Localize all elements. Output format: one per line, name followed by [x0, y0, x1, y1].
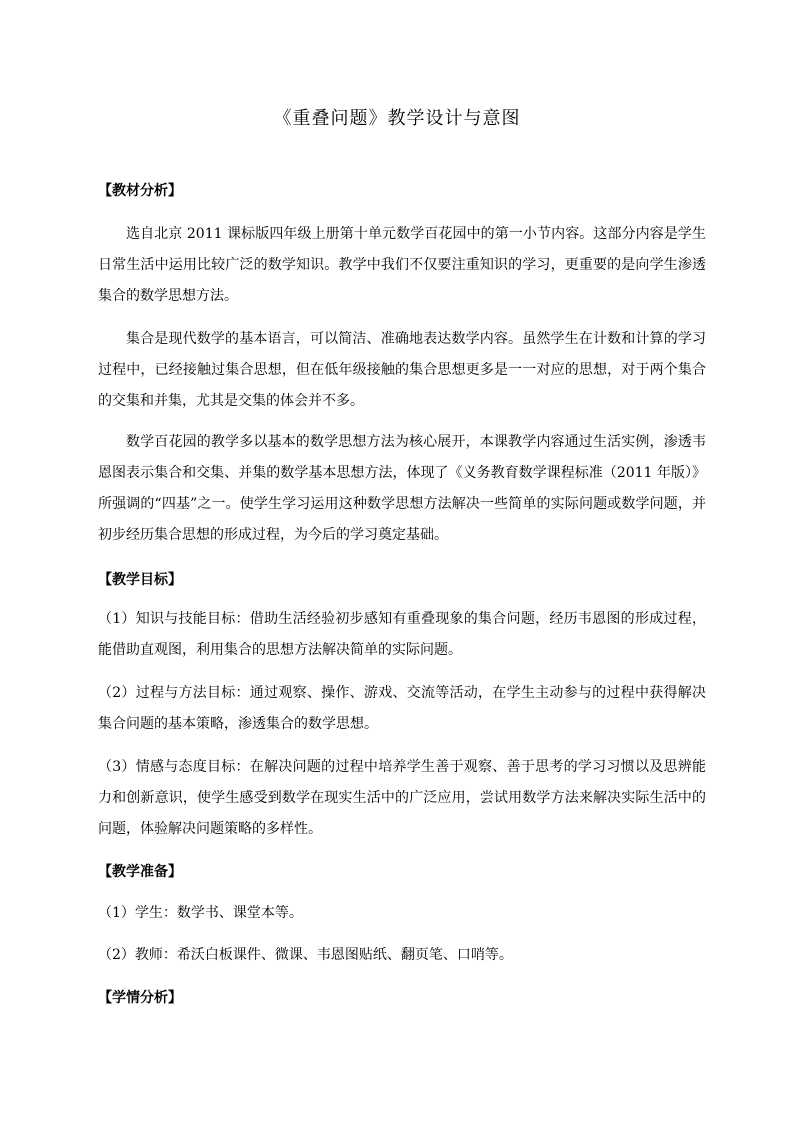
paragraph-preparation-students: （1）学生：数学书、课堂本等。 — [98, 905, 303, 921]
paragraph-textbook-analysis-2: 集合是现代数学的基本语言，可以简洁、准确地表达数学内容。虽然学生在计数和计算的学习过程中，已经接触过集合思想，但在低年级接触的集合思想更多是一一对应的思想，对于两个集合的交集和并集，尤其是交集的体会并不多。 — [98, 331, 706, 409]
section-heading-teaching-preparation: 【教学准备】 — [98, 864, 182, 880]
section-heading-textbook-analysis: 【教材分析】 — [98, 183, 182, 199]
paragraph-goal-emotion-attitude: （3）情感与态度目标：在解决问题的过程中培养学生善于观察、善于思考的学习习惯以及思辨能力和创新意识，使学生感受到数学在现实生活中的广泛应用，尝试用数学方法来解决实际生活中的问题，体验解决问题策略的多样性。 — [98, 759, 706, 837]
section-heading-student-analysis: 【学情分析】 — [98, 990, 182, 1006]
document-title: 《重叠问题》教学设计与意图 — [273, 108, 521, 129]
section-heading-teaching-goals: 【教学目标】 — [98, 572, 182, 588]
paragraph-textbook-analysis-3: 数学百花园的教学多以基本的数学思想方法为核心展开，本课教学内容通过生活实例，渗透韦恩图表示集合和交集、并集的数学基本思想方法，体现了《义务教育数学课程标准（2011 年版）》所强调的“四基”之一。使学生学习运用这种数学思想方法解决一些简单的实际问题或数学问题，并初步经历集合思想的形成过程，为今后的学习奠定基础。 — [98, 434, 706, 543]
paragraph-goal-knowledge-skills: （1）知识与技能目标：借助生活经验初步感知有重叠现象的集合问题，经历韦恩图的形成过程，能借助直观图，利用集合的思想方法解决简单的实际问题。 — [98, 611, 706, 658]
paragraph-preparation-teacher: （2）教师：希沃白板课件、微课、韦恩图贴纸、翻页笔、口哨等。 — [98, 947, 513, 963]
paragraph-textbook-analysis-1: 选自北京 2011 课标版四年级上册第十单元数学百花园中的第一小节内容。这部分内容是学生日常生活中运用比较广泛的数学知识。教学中我们不仅要注重知识的学习，更重要的是向学生渗透集合的数学思想方法。 — [98, 226, 706, 304]
paragraph-goal-process-method: （2）过程与方法目标：通过观察、操作、游戏、交流等活动，在学生主动参与的过程中获得解决集合问题的基本策略，渗透集合的数学思想。 — [98, 685, 706, 732]
